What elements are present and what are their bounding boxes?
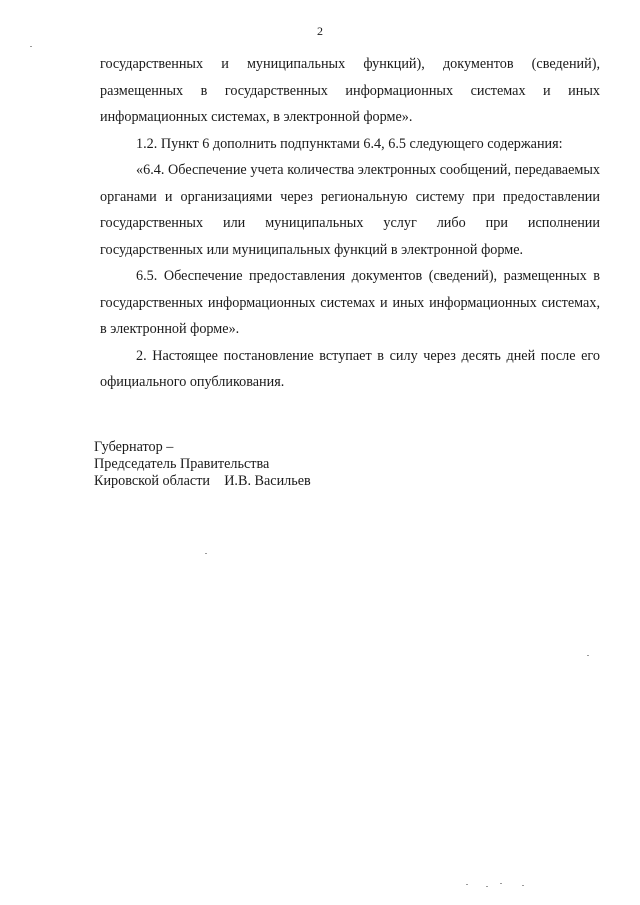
paragraph-continuation: государственных и муниципальных функций), документов (сведений), размещенных в государственных информационных системах и иных информационных системах, в электронной форме». (100, 56, 600, 125)
scan-speck (466, 884, 468, 885)
scan-speck (205, 553, 207, 554)
signature-position: Председатель Правительства (94, 456, 270, 472)
signature-block (94, 439, 311, 490)
scan-speck (486, 886, 488, 887)
signature-name: И.В. Васильев (224, 473, 311, 489)
scan-speck (522, 885, 524, 886)
scan-speck (500, 883, 502, 884)
paragraph-item-6-4: «6.4. Обеспечение учета количества электронных сообщений, передаваемых органами и организациями через региональную систему при предоставлении государственных или муниципальных услуг либо при исполнении государственных или муниципальных функций в электронной форме. (100, 162, 600, 258)
signature-title: Губернатор – (94, 439, 174, 455)
page-number: 2 (317, 24, 323, 38)
paragraph-item-2: 2. Настоящее постановление вступает в силу через десять дней после его официального опубликования. (100, 347, 600, 390)
paragraph-item-1-2: 1.2. Пункт 6 дополнить подпунктами 6.4, 6.5 следующего содержания: (136, 135, 563, 152)
scan-speck (587, 655, 589, 656)
document-body (100, 51, 600, 396)
signature-org: Кировской области (94, 473, 210, 489)
signature-org-line (94, 473, 311, 490)
scan-speck (30, 46, 32, 47)
paragraph-item-6-5: 6.5. Обеспечение предоставления документов (сведений), размещенных в государственных информационных системах и иных информационных системах, в электронной форме». (100, 268, 600, 337)
